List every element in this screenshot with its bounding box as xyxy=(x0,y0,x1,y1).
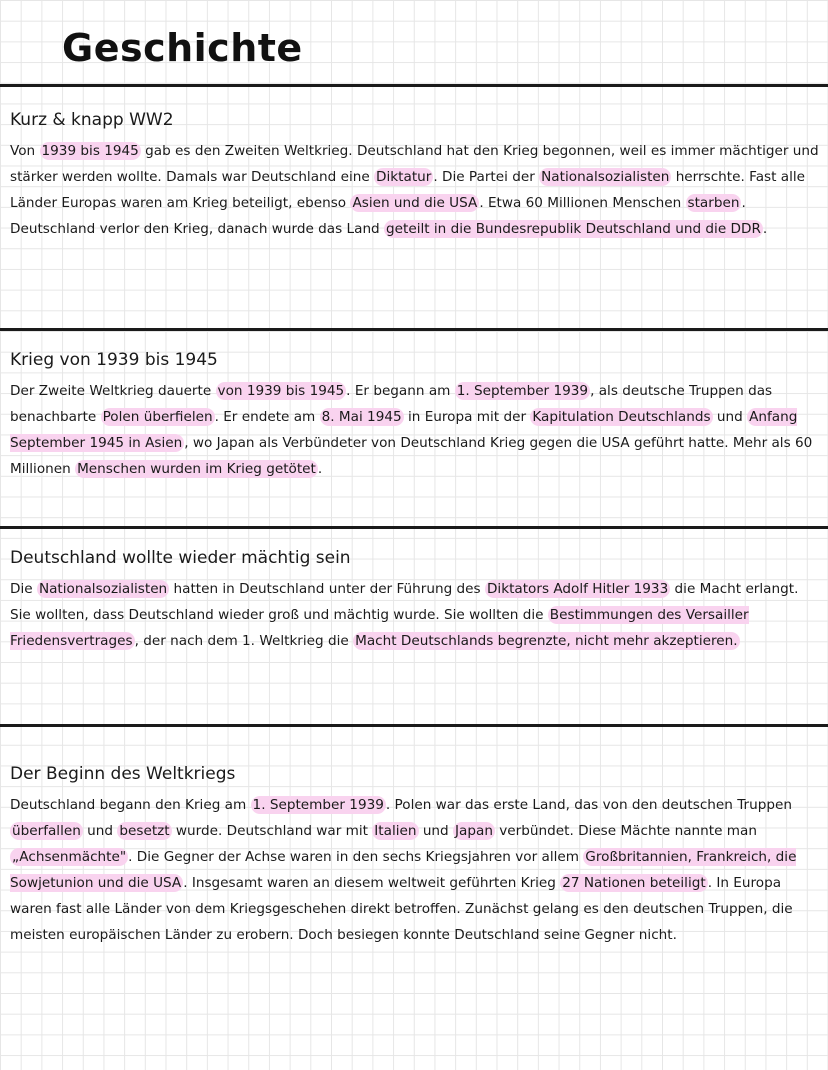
section-text xyxy=(10,378,820,482)
text-run: . Er endete am xyxy=(214,409,320,425)
text-run: . xyxy=(317,461,323,477)
text-run: herrschte. Fast alle Länder Europas waren am Krieg beteiligt, ebenso xyxy=(10,169,806,211)
highlighted-text: geteilt in die Bundesrepublik Deutschland und die DDR xyxy=(386,221,761,237)
text-run: . Polen war das erste Land, das von den deutschen Truppen xyxy=(385,797,792,813)
section-text xyxy=(10,138,820,242)
text-run: in Europa mit der xyxy=(403,409,531,425)
text-run: und xyxy=(712,409,748,425)
text-run: , wo Japan als Verbündeter von Deutschland Krieg gegen die USA geführt hatte. Mehr als 60 Millionen xyxy=(10,435,813,477)
highlighted-text: Bestimmungen des Versailler Friedensvertrages xyxy=(10,607,749,649)
highlighted-text: 8. Mai 1945 xyxy=(321,409,402,425)
highlighted-text: 1939 bis 1945 xyxy=(41,143,139,159)
divider-line xyxy=(0,328,828,331)
text-run: . Insgesamt waren an diesem weltweit geführten Krieg xyxy=(183,875,561,891)
text-run: Die xyxy=(10,581,37,597)
highlighted-text: Macht Deutschlands begrenzte, nicht mehr akzeptieren. xyxy=(355,633,738,649)
text-run: und xyxy=(418,823,454,839)
text-run: hatten in Deutschland unter der Führung des xyxy=(169,581,485,597)
text-run: gab es den Zweiten Weltkrieg. Deutschland hat den Krieg begonnen, weil es immer mächtiger und stärker werden wollte. Damals war Deutschland eine xyxy=(10,143,819,185)
text-run: Der Zweite Weltkrieg dauerte xyxy=(10,383,216,399)
section-kurz-knapp xyxy=(10,110,820,242)
page-title: Geschichte xyxy=(62,26,303,70)
highlighted-text: Italien xyxy=(374,823,417,839)
section-krieg-1939-1945 xyxy=(10,350,820,482)
highlighted-text: starben xyxy=(687,195,740,211)
divider-line xyxy=(0,84,828,87)
highlighted-text: Großbritannien, Frankreich, die Sowjetunion und die USA xyxy=(10,849,797,891)
highlighted-text: Polen überfielen xyxy=(102,409,213,425)
highlighted-text: 27 Nationen beteiligt xyxy=(562,875,706,891)
highlighted-text: „Achsenmächte" xyxy=(12,849,127,865)
text-run: verbündet. Diese Mächte nannte man xyxy=(494,823,757,839)
text-run: . Er begann am xyxy=(346,383,455,399)
text-run: . xyxy=(762,221,768,237)
text-run: , als deutsche Truppen das benachbarte xyxy=(10,383,773,425)
section-text xyxy=(10,792,820,948)
text-run: und xyxy=(82,823,118,839)
section-text xyxy=(10,576,820,654)
section-beginn-weltkrieg xyxy=(10,764,820,948)
divider-line xyxy=(0,724,828,727)
divider-line xyxy=(0,526,828,529)
highlighted-text: Nationalsozialisten xyxy=(541,169,670,185)
highlighted-text: besetzt xyxy=(119,823,170,839)
highlighted-text: von 1939 bis 1945 xyxy=(217,383,345,399)
highlighted-text: Kapitulation Deutschlands xyxy=(532,409,711,425)
text-run: . Die Gegner der Achse waren in den sechs Kriegsjahren vor allem xyxy=(128,849,584,865)
section-heading: Der Beginn des Weltkriegs xyxy=(10,764,236,784)
highlighted-text: 1. September 1939 xyxy=(456,383,589,399)
text-run: . Deutschland verlor den Krieg, danach wurde das Land xyxy=(10,195,746,237)
text-run: Deutschland begann den Krieg am xyxy=(10,797,251,813)
highlighted-text: Japan xyxy=(455,823,493,839)
section-heading: Deutschland wollte wieder mächtig sein xyxy=(10,548,351,568)
text-run: . Etwa 60 Millionen Menschen xyxy=(479,195,686,211)
highlighted-text: Diktatur xyxy=(376,169,432,185)
text-run: wurde. Deutschland war mit xyxy=(171,823,373,839)
text-run: Von xyxy=(10,143,40,159)
highlighted-text: Nationalsozialisten xyxy=(38,581,168,597)
highlighted-text: 1. September 1939 xyxy=(252,797,384,813)
section-heading: Kurz & knapp WW2 xyxy=(10,110,174,130)
highlighted-text: Menschen wurden im Krieg getötet xyxy=(77,461,316,477)
text-run: . In Europa waren fast alle Länder von dem Kriegsgeschehen direkt betroffen. Zunächst gelang es den deutschen Truppen, die meisten europäischen Länder zu erobern. Doch besiegen konnte Deutschland seine Gegner nicht. xyxy=(10,875,793,943)
text-run: , der nach dem 1. Weltkrieg die xyxy=(134,633,354,649)
section-heading: Krieg von 1939 bis 1945 xyxy=(10,350,218,370)
highlighted-text: Diktators Adolf Hitler 1933 xyxy=(486,581,669,597)
highlighted-text: Asien und die USA xyxy=(352,195,478,211)
highlighted-text: Anfang September 1945 in Asien xyxy=(10,409,798,451)
highlighted-text: überfallen xyxy=(12,823,81,839)
section-deutschland-maechtig xyxy=(10,548,820,654)
text-run: die Macht erlangt. Sie wollten, dass Deutschland wieder groß und mächtig wurde. Sie wollten die xyxy=(10,581,799,623)
text-run: . Die Partei der xyxy=(433,169,540,185)
